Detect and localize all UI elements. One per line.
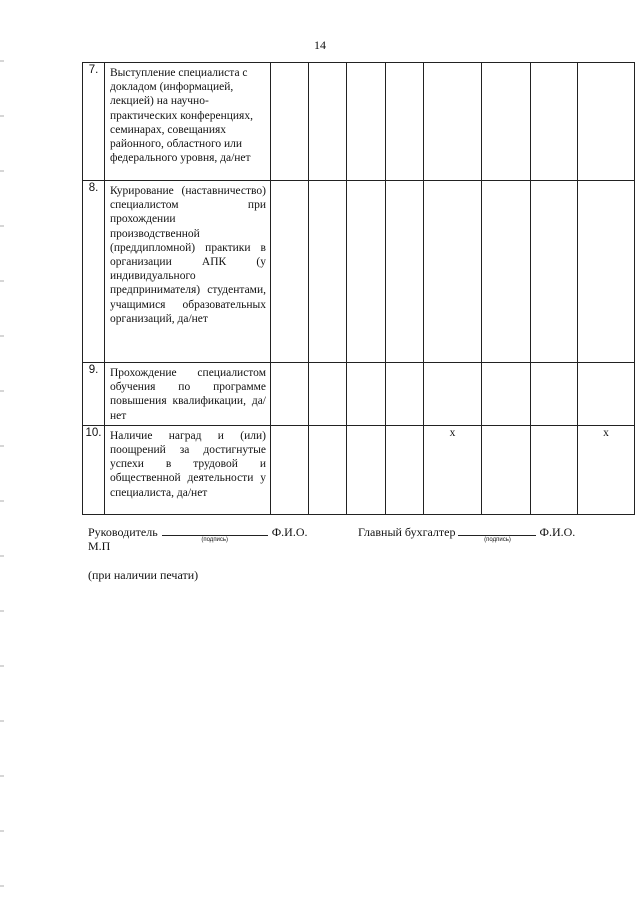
table-cell [309,63,347,181]
table-cell [347,181,386,363]
table-cell [386,63,424,181]
table-cell-mark: x [578,425,635,514]
table-cell [531,63,578,181]
table-cell [482,63,531,181]
table-cell [482,181,531,363]
head-label: Руководитель [88,525,158,539]
signature-caption: (подпись) [201,537,229,543]
table-cell [424,63,482,181]
row-number: 9. [83,363,105,426]
row-description: Наличие наград и (или) поощрений за достигнутые успехи в трудовой и общественной деятельности у специалиста, да/нет [105,425,271,514]
criteria-table [82,62,635,515]
table-cell [309,363,347,426]
table-cell [578,363,635,426]
table-cell [347,425,386,514]
accountant-signature-block [358,525,576,543]
table-row [83,363,635,426]
accountant-signature-line [458,525,536,543]
table-cell [271,63,309,181]
table-cell [386,181,424,363]
table-cell [531,425,578,514]
row-description: Прохождение специалистом обучения по программе повышения квалификации, да/нет [105,363,271,426]
table-cell [531,363,578,426]
head-signature-block [88,525,308,543]
head-fio: Ф.И.О. [271,525,308,539]
accountant-label: Главный бухгалтер [358,525,456,539]
table-cell [271,425,309,514]
row-number: 7. [83,63,105,181]
table-cell [531,181,578,363]
table-cell [347,63,386,181]
table-cell [578,63,635,181]
table-cell [424,181,482,363]
table-cell [271,363,309,426]
table-cell [386,363,424,426]
table-cell [309,425,347,514]
table-cell [309,181,347,363]
row-number: 8. [83,181,105,363]
table-cell [424,363,482,426]
head-signature-line [162,525,268,543]
stamp-place-label: М.П [88,539,111,553]
page-number: 14 [314,38,326,52]
row-number: 10. [83,425,105,514]
accountant-fio: Ф.И.О. [539,525,576,539]
table-cell [482,425,531,514]
stamp-note: (при наличии печати) [88,568,199,582]
table-row [83,425,635,514]
table-cell-mark: x [424,425,482,514]
table-cell [386,425,424,514]
table-row [83,63,635,181]
row-description: Выступление специалиста с докладом (информацией, лекцией) на научно-практических конференциях, семинарах, совещаниях районного, областного или федерального уровня, да/нет [105,63,271,181]
table-row [83,181,635,363]
table-cell [482,363,531,426]
row-description: Курирование (наставничество) специалистом при прохождении производственной (преддипломной) практики в организации АПК (у индивидуального предпринимателя) студентами, учащимися образовательных организаций, да/нет [105,181,271,363]
table-cell [271,181,309,363]
scan-edge [0,40,4,900]
table-cell [347,363,386,426]
table-cell [578,181,635,363]
signature-caption: (подпись) [484,537,511,543]
